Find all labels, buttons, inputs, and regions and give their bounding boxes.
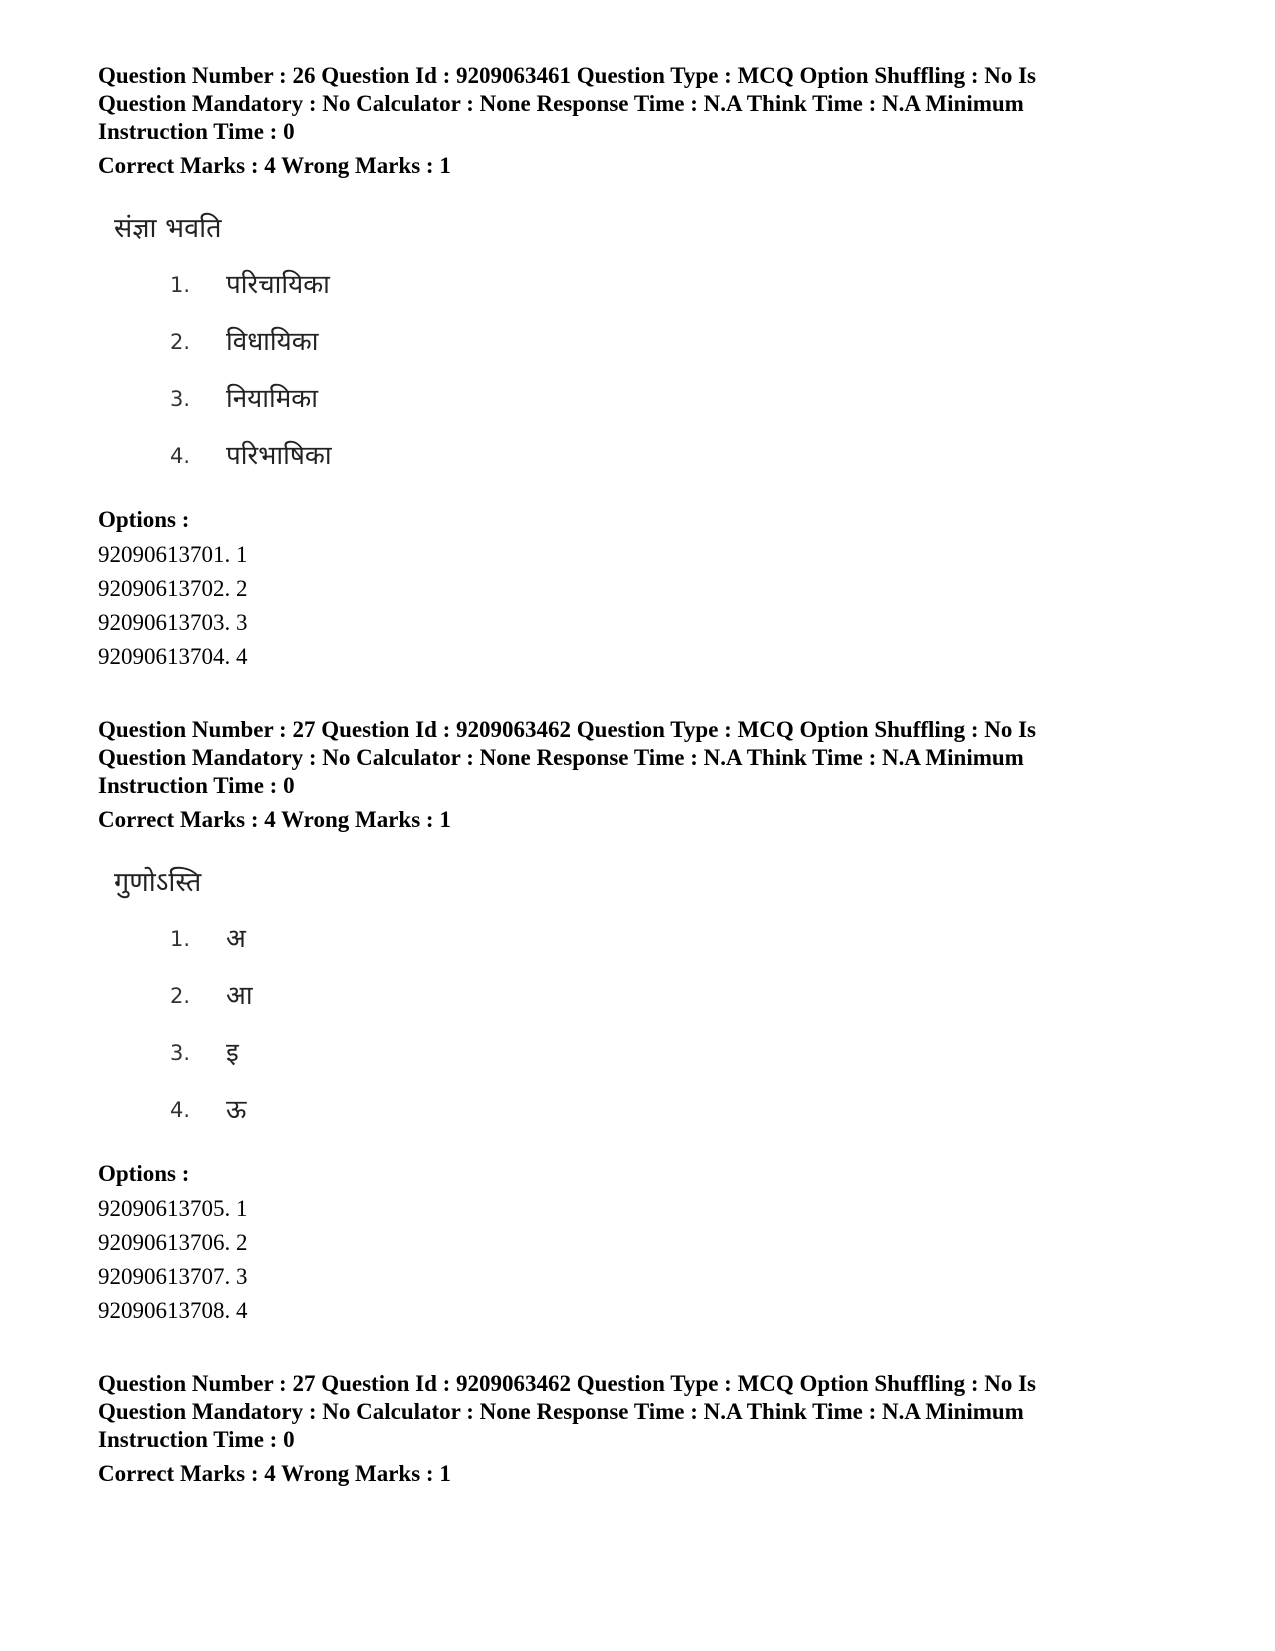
choice-item — [114, 922, 1178, 979]
choice-number: 3. — [170, 387, 191, 411]
choice-item — [114, 439, 1178, 496]
choice-text: नियामिका — [226, 384, 318, 414]
question-marks: Correct Marks : 4 Wrong Marks : 1 — [98, 1461, 451, 1486]
question-stem: संज्ञा भवति — [114, 213, 222, 244]
choice-item — [114, 268, 1178, 325]
choice-text: अ — [226, 924, 246, 954]
answer-option: 92090613708. 4 — [98, 1298, 248, 1323]
choice-text: विधायिका — [226, 327, 319, 357]
choice-number: 2. — [170, 330, 191, 354]
answer-option: 92090613707. 3 — [98, 1264, 248, 1289]
question-marks: Correct Marks : 4 Wrong Marks : 1 — [98, 807, 451, 832]
document-page — [98, 62, 1178, 1488]
choice-item — [114, 1093, 1178, 1150]
choice-text: ऊ — [226, 1095, 247, 1125]
choice-number: 4. — [170, 444, 191, 468]
choice-text: आ — [226, 981, 253, 1011]
answer-option: 92090613702. 2 — [98, 576, 248, 601]
question-stem: गुणोऽस्ति — [114, 867, 202, 898]
question-meta: Question Number : 26 Question Id : 9209063461 Question Type : MCQ Option Shuffling : No Is Question Mandatory : No Calculator : None Response Time : N.A Think Time : N.A Minimum Instruction Time : 0 — [98, 63, 1037, 144]
choice-number: 3. — [170, 1041, 191, 1065]
answer-option: 92090613703. 3 — [98, 610, 248, 635]
options-heading: Options : — [98, 507, 190, 532]
choice-item — [114, 979, 1178, 1036]
answer-option: 92090613701. 1 — [98, 542, 248, 567]
answer-option: 92090613704. 4 — [98, 644, 248, 669]
answer-option-list — [98, 538, 1178, 674]
choice-list — [114, 922, 1178, 1150]
choice-number: 2. — [170, 984, 191, 1008]
choice-text: परिभाषिका — [226, 441, 332, 471]
choice-number: 1. — [170, 273, 191, 297]
choice-item — [114, 325, 1178, 382]
answer-option: 92090613705. 1 — [98, 1196, 248, 1221]
choice-item — [114, 1036, 1178, 1093]
choice-text: परिचायिका — [226, 270, 330, 300]
question-image — [114, 866, 1178, 1150]
answer-option-list — [98, 1192, 1178, 1328]
question-image — [114, 212, 1178, 496]
question-block — [98, 62, 1178, 674]
options-heading: Options : — [98, 1161, 190, 1186]
choice-item — [114, 382, 1178, 439]
choice-list — [114, 268, 1178, 496]
question-meta: Question Number : 27 Question Id : 9209063462 Question Type : MCQ Option Shuffling : No Is Question Mandatory : No Calculator : None Response Time : N.A Think Time : N.A Minimum Instruction Time : 0 — [98, 1371, 1037, 1452]
choice-number: 1. — [170, 927, 191, 951]
question-marks: Correct Marks : 4 Wrong Marks : 1 — [98, 153, 451, 178]
question-block — [98, 1370, 1178, 1488]
question-meta: Question Number : 27 Question Id : 9209063462 Question Type : MCQ Option Shuffling : No Is Question Mandatory : No Calculator : None Response Time : N.A Think Time : N.A Minimum Instruction Time : 0 — [98, 717, 1037, 798]
choice-number: 4. — [170, 1098, 191, 1122]
question-block — [98, 716, 1178, 1328]
answer-option: 92090613706. 2 — [98, 1230, 248, 1255]
choice-text: इ — [226, 1038, 239, 1068]
